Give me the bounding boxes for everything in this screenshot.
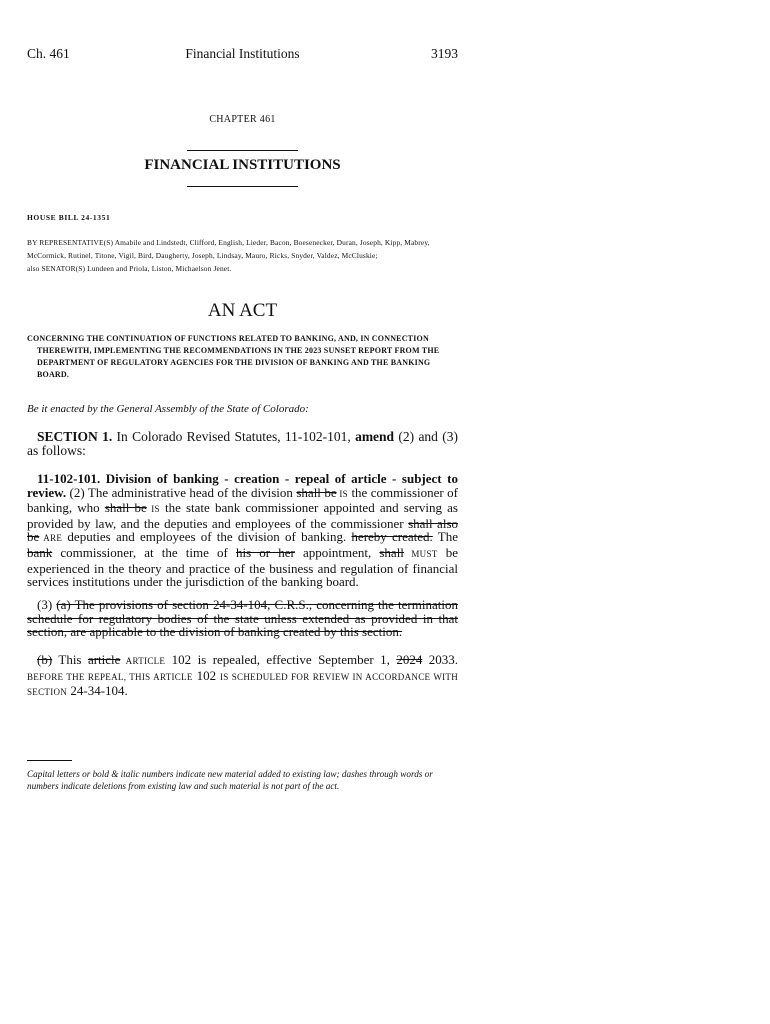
section-label: SECTION 1. bbox=[37, 429, 113, 444]
statute-text: the commissioner of banking, who bbox=[27, 484, 458, 516]
statute-text: (2) The administrative head of the division bbox=[66, 484, 297, 500]
section-text: In Colorado Revised Statutes, 11-102-101, bbox=[112, 429, 356, 444]
header-page-number: 3193 bbox=[431, 46, 458, 61]
deleted-text: bank bbox=[27, 544, 53, 560]
deleted-text: his or her bbox=[235, 544, 295, 560]
section-1-paragraph bbox=[27, 430, 458, 458]
footnote: Capital letters or bold & italic numbers indicate new material added to existing law; dashes through words or numbers indicate deletions from existing law and such material is not part of the act. bbox=[27, 769, 433, 791]
title-rule-bottom bbox=[187, 186, 298, 187]
act-heading: AN ACT bbox=[207, 300, 278, 321]
statute-heading: 11-102-101. Division of banking - creation - repeal of article - subject to review. bbox=[27, 471, 458, 500]
inserted-text: MUST bbox=[403, 548, 438, 559]
inserted-text: ARE bbox=[39, 533, 63, 544]
inserted-text: IS bbox=[336, 488, 348, 499]
deleted-text: hereby created. bbox=[351, 529, 433, 545]
deleted-text: shall also be bbox=[27, 515, 458, 545]
concerning-line: BOARD. bbox=[37, 370, 70, 379]
statute-text: This bbox=[52, 652, 88, 667]
chapter-title: FINANCIAL INSTITUTIONS bbox=[144, 157, 341, 173]
sponsors-block bbox=[27, 236, 458, 275]
header-chapter: Ch. 461 bbox=[27, 46, 70, 61]
sponsors-line: BY REPRESENTATIVE(S) Amabile and Lindstedt, Clifford, English, Lieder, Bacon, Boesenecker, Duran, Joseph, Kipp, Mabrey, bbox=[27, 238, 430, 247]
statute-text: the state bank commissioner appointed and serving as provided by law, and the deputies and employees of the commissioner bbox=[27, 500, 458, 531]
deleted-text: shall be bbox=[104, 500, 147, 516]
running-header bbox=[27, 46, 458, 66]
concerning-line: CONCERNING THE CONTINUATION OF FUNCTIONS RELATED TO BANKING, AND, IN CONNECTION bbox=[27, 334, 429, 343]
statute-text: deputies and employees of the division of banking. bbox=[62, 529, 352, 545]
chapter-label: CHAPTER 461 bbox=[209, 114, 276, 125]
statute-text: 102 bbox=[192, 667, 220, 683]
statute-subsection-2 bbox=[27, 472, 458, 589]
statute-text: 24-34-104. bbox=[67, 683, 128, 699]
statute-text: (3) bbox=[37, 597, 57, 612]
amend-keyword: amend bbox=[355, 429, 395, 444]
statute-text: The bbox=[432, 529, 458, 545]
enacting-clause: Be it enacted by the General Assembly of the State of Colorado: bbox=[27, 403, 309, 415]
statute-text: 2033. bbox=[422, 652, 459, 667]
statute-text: 102 is repealed, effective September 1, bbox=[165, 652, 397, 667]
deleted-text: shall bbox=[379, 544, 404, 560]
statute-text: be experienced in the theory and practice of the business and regulation of financial services institutions under the jurisdiction of the banking board. bbox=[27, 544, 458, 590]
bill-number: HOUSE BILL 24-1351 bbox=[27, 213, 111, 222]
deleted-text: (b) bbox=[37, 652, 53, 667]
header-title: Financial Institutions bbox=[185, 46, 300, 61]
concerning-clause bbox=[27, 333, 458, 381]
inserted-text: ARTICLE bbox=[120, 656, 166, 666]
deleted-text: 2024 bbox=[396, 652, 423, 667]
section-text: (2) and (3) as follows: bbox=[27, 429, 458, 458]
statute-text: appointment, bbox=[294, 544, 380, 560]
inserted-text: IS bbox=[146, 504, 160, 515]
statute-subsection-3 bbox=[27, 598, 458, 639]
sponsors-line: McCormick, Rutinel, Titone, Vigil, Bird, Daugherty, Joseph, Lindsay, Mauro, Ricks, Snyder, Valdez, McCluskie; bbox=[27, 251, 378, 260]
deleted-text: article bbox=[87, 652, 121, 667]
title-rule-top bbox=[187, 150, 298, 151]
concerning-line: DEPARTMENT OF REGULATORY AGENCIES FOR THE DIVISION OF BANKING AND THE BANKING bbox=[37, 358, 431, 367]
inserted-text: BEFORE THE REPEAL, THIS ARTICLE bbox=[27, 671, 193, 682]
deleted-text: (a) The provisions of section 24-34-104, C.R.S., concerning the termination schedule for regulatory bodies of the state unless extended as provided in that section, are applicable to the division of banking created by this section. bbox=[27, 597, 458, 640]
statute-subsection-3b bbox=[27, 653, 458, 700]
deleted-text: shall be bbox=[296, 484, 337, 500]
sponsors-line: also SENATOR(S) Lundeen and Priola, Liston, Michaelson Jenet. bbox=[27, 264, 232, 273]
footnote-rule bbox=[27, 760, 72, 761]
inserted-text: IS SCHEDULED FOR REVIEW IN ACCORDANCE WITH SECTION bbox=[27, 671, 459, 698]
concerning-line: THEREWITH, IMPLEMENTING THE RECOMMENDATIONS IN THE 2023 SUNSET REPORT FROM THE bbox=[37, 346, 440, 355]
statute-text: commissioner, at the time of bbox=[52, 544, 236, 560]
